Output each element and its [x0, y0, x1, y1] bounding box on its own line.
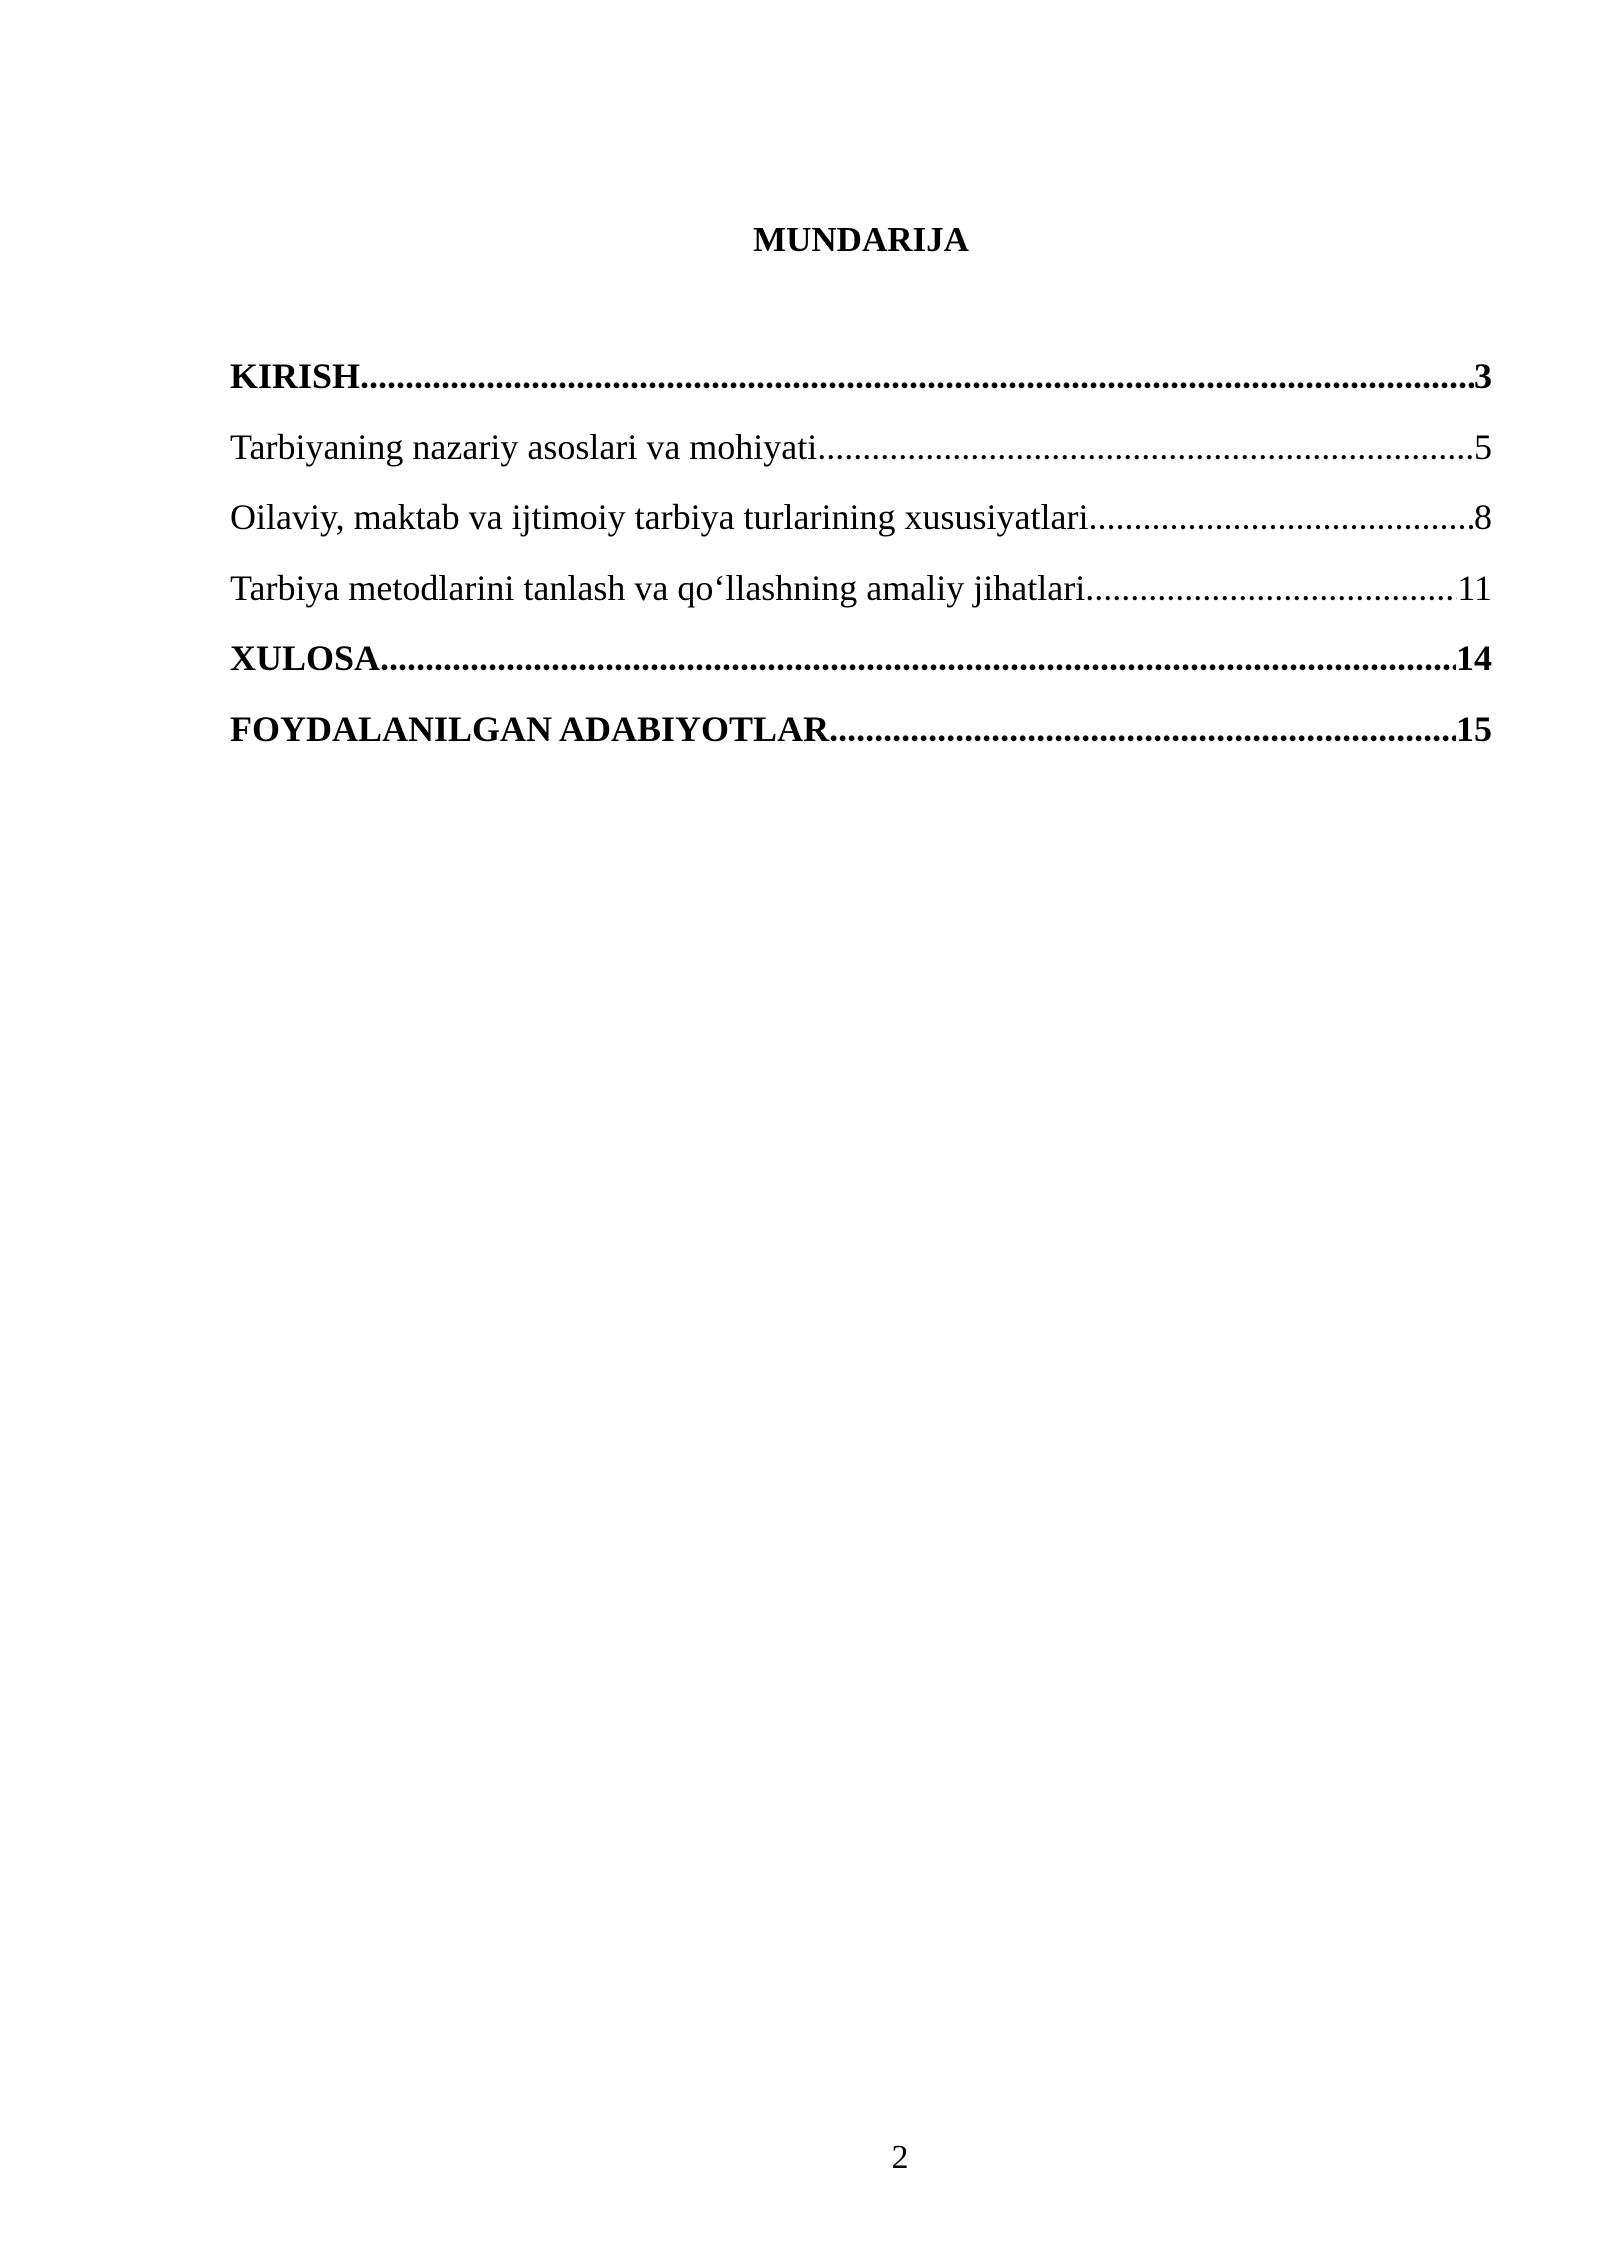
table-of-contents [230, 352, 1492, 775]
toc-entry-label: KIRISH [230, 356, 361, 396]
toc-entry-label: XULOSA [230, 638, 381, 678]
toc-entry-tarbiya-metodlari[interactable] [230, 564, 1492, 635]
toc-entry-tarbiya-turlari[interactable] [230, 493, 1492, 564]
toc-entry-page: 5 [1474, 426, 1492, 467]
toc-entry-page: 3 [1474, 356, 1492, 396]
toc-dot-leader [1085, 564, 1457, 612]
toc-dot-leader [1088, 493, 1474, 541]
toc-dot-leader [817, 423, 1474, 471]
toc-dot-leader [380, 634, 1456, 682]
toc-entry-page: 11 [1457, 567, 1492, 608]
toc-entry-label: Tarbiya metodlarini tanlash va qo‘llashning amaliy jihatlari [230, 567, 1086, 608]
page-number: 2 [891, 2139, 909, 2176]
toc-entry-label: Oilaviy, maktab va ijtimoiy tarbiya turlarining xususiyatlari [230, 497, 1089, 537]
toc-entry-page: 14 [1456, 638, 1492, 678]
toc-title-container [230, 218, 1492, 262]
page-number-footer [0, 2136, 1600, 2180]
toc-entry-adabiyotlar[interactable] [230, 705, 1492, 776]
toc-entry-kirish[interactable] [230, 352, 1492, 423]
toc-dot-leader [360, 352, 1474, 400]
toc-title: MUNDARIJA [753, 220, 969, 259]
toc-entry-label: Tarbiyaning nazariy asoslari va mohiyati [230, 426, 818, 467]
toc-entry-label: FOYDALANILGAN ADABIYOTLAR [230, 708, 830, 749]
toc-entry-xulosa[interactable] [230, 634, 1492, 705]
toc-entry-page: 8 [1474, 497, 1492, 537]
toc-entry-page: 15 [1456, 708, 1492, 749]
toc-dot-leader [829, 705, 1456, 753]
toc-entry-nazariy-asoslar[interactable] [230, 423, 1492, 494]
